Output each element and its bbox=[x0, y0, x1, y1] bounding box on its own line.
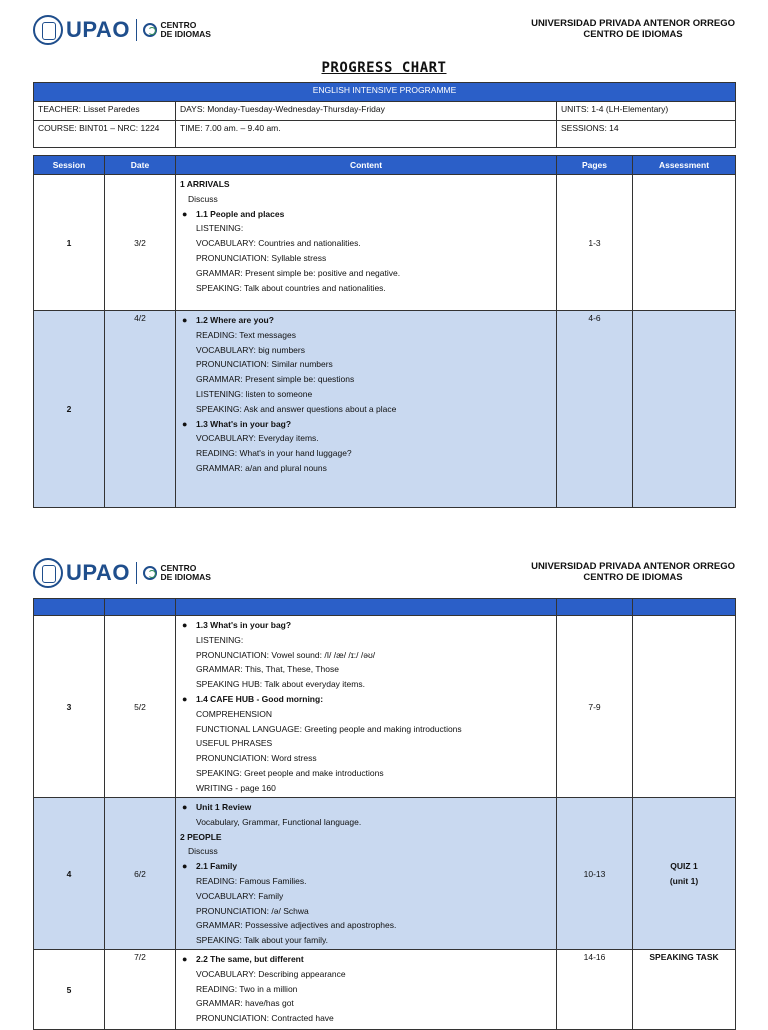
session-content bbox=[176, 311, 557, 508]
sessions-cell: SESSIONS: 14 bbox=[557, 121, 736, 148]
logo-divider bbox=[136, 562, 138, 584]
course-cell: COURSE: BINT01 – NRC: 1224 bbox=[34, 121, 176, 148]
content-line: PRONUNCIATION: /ə/ Schwa bbox=[196, 905, 309, 916]
progress-table-page-2 bbox=[33, 598, 736, 1030]
session-content bbox=[176, 175, 557, 311]
col-date-blank bbox=[105, 599, 176, 616]
content-line: USEFUL PHRASES bbox=[196, 738, 273, 749]
upao-logo bbox=[33, 555, 211, 591]
logo-sub-line-1: CENTRO bbox=[160, 563, 197, 573]
university-name: UNIVERSIDAD PRIVADA ANTENOR ORREGO bbox=[531, 561, 735, 572]
content-section-heading: ● 1.3 What's in your bag? bbox=[180, 417, 552, 432]
content-section-heading: ● 1.1 People and places bbox=[180, 207, 552, 222]
content-line: READING: Two in a million bbox=[196, 983, 298, 994]
content-line: PRONUNCIATION: Syllable stress bbox=[196, 252, 327, 263]
content-line: VOCABULARY: Describing appearance bbox=[196, 968, 346, 979]
assessment-unit: (unit 1) bbox=[669, 875, 699, 886]
content-line: WRITING - page 160 bbox=[196, 782, 276, 793]
session-assessment bbox=[633, 175, 736, 311]
content-line: SPEAKING: Greet people and make introductions bbox=[196, 767, 384, 778]
center-name: CENTRO DE IDIOMAS bbox=[583, 29, 683, 40]
content-line: GRAMMAR: This, That, These, Those bbox=[196, 664, 339, 675]
session-pages: 7-9 bbox=[557, 616, 633, 798]
col-session-blank bbox=[34, 599, 105, 616]
session-row bbox=[34, 616, 736, 798]
assessment-quiz: QUIZ 1 bbox=[670, 860, 698, 871]
content-line: PRONUNCIATION: Vowel sound: /I/ /æ/ /ɪ:/ /əʊ/ bbox=[196, 649, 376, 660]
content-line: LISTENING: listen to someone bbox=[196, 388, 313, 399]
units-cell: UNITS: 1-4 (LH-Elementary) bbox=[557, 102, 736, 121]
content-line: PRONUNCIATION: Word stress bbox=[196, 753, 317, 764]
logo-subtitle bbox=[160, 21, 211, 39]
institution-name bbox=[531, 561, 735, 583]
logo-sub-line-2: DE IDIOMAS bbox=[160, 29, 211, 39]
session-number: 2 bbox=[34, 311, 105, 508]
days-cell: DAYS: Monday-Tuesday-Wednesday-Thursday-Friday bbox=[176, 102, 557, 121]
session-content bbox=[176, 950, 557, 1030]
col-pages: Pages bbox=[557, 156, 633, 175]
content-section-heading: ● 1.3 What's in your bag? bbox=[180, 618, 552, 633]
course-info-table bbox=[33, 82, 736, 148]
content-line: PRONUNCIATION: Similar numbers bbox=[196, 359, 333, 370]
content-line: READING: What's in your hand luggage? bbox=[196, 448, 352, 459]
content-line: Discuss bbox=[188, 193, 218, 204]
session-pages: 4-6 bbox=[557, 311, 633, 508]
content-line: Discuss bbox=[188, 846, 218, 857]
content-section-heading: ● 1.2 Where are you? bbox=[180, 313, 552, 328]
content-line: PRONUNCIATION: Contracted have bbox=[196, 1013, 334, 1024]
session-number: 3 bbox=[34, 616, 105, 798]
content-line: SPEAKING HUB: Talk about everyday items. bbox=[196, 679, 365, 690]
session-content bbox=[176, 798, 557, 950]
content-line: VOCABULARY: Everyday items. bbox=[196, 433, 319, 444]
university-seal-icon bbox=[33, 15, 63, 45]
content-line: READING: Famous Families. bbox=[196, 875, 307, 886]
col-content-blank bbox=[176, 599, 557, 616]
col-date: Date bbox=[105, 156, 176, 175]
programme-name: ENGLISH INTENSIVE PROGRAMME bbox=[34, 83, 736, 102]
session-number: 1 bbox=[34, 175, 105, 311]
session-assessment bbox=[633, 311, 736, 508]
content-line: SPEAKING: Talk about countries and nationalities. bbox=[196, 282, 386, 293]
content-unit-heading: 1 ARRIVALS bbox=[180, 179, 230, 189]
session-assessment bbox=[633, 616, 736, 798]
session-pages: 10-13 bbox=[557, 798, 633, 950]
content-line: Vocabulary, Grammar, Functional language. bbox=[196, 816, 362, 827]
session-date: 5/2 bbox=[105, 616, 176, 798]
language-center-icon bbox=[143, 23, 157, 37]
content-line: LISTENING: bbox=[196, 223, 244, 234]
col-session: Session bbox=[34, 156, 105, 175]
session-row bbox=[34, 950, 736, 1030]
col-content: Content bbox=[176, 156, 557, 175]
logo-divider bbox=[136, 19, 138, 41]
content-line: COMPREHENSION bbox=[196, 708, 273, 719]
progress-table-page-1 bbox=[33, 155, 736, 508]
institution-name bbox=[531, 18, 735, 40]
col-assessment: Assessment bbox=[633, 156, 736, 175]
session-date: 7/2 bbox=[105, 950, 176, 1030]
content-section-heading: ● 2.1 Family bbox=[180, 859, 552, 874]
session-date: 3/2 bbox=[105, 175, 176, 311]
session-row bbox=[34, 311, 736, 508]
col-assessment-blank bbox=[633, 599, 736, 616]
page-header-2 bbox=[0, 555, 768, 595]
content-section-heading: ● Unit 1 Review bbox=[180, 800, 552, 815]
university-seal-icon bbox=[33, 558, 63, 588]
content-unit-heading: 2 PEOPLE bbox=[180, 831, 222, 842]
session-row bbox=[34, 798, 736, 950]
session-date: 4/2 bbox=[105, 311, 176, 508]
session-pages: 14-16 bbox=[557, 950, 633, 1030]
session-pages: 1-3 bbox=[557, 175, 633, 311]
content-line: SPEAKING: Talk about your family. bbox=[196, 935, 328, 946]
content-line: FUNCTIONAL LANGUAGE: Greeting people and making introductions bbox=[196, 723, 462, 734]
session-assessment: SPEAKING TASK bbox=[633, 950, 736, 1030]
session-assessment bbox=[633, 798, 736, 950]
table-header-row bbox=[34, 156, 736, 175]
center-name: CENTRO DE IDIOMAS bbox=[583, 572, 683, 583]
logo-text: UPAO bbox=[66, 17, 130, 42]
content-line: GRAMMAR: Possessive adjectives and apostrophes. bbox=[196, 920, 397, 931]
content-section-heading: ● 1.4 CAFE HUB - Good morning: bbox=[180, 692, 552, 707]
university-name: UNIVERSIDAD PRIVADA ANTENOR ORREGO bbox=[531, 18, 735, 29]
teacher-cell: TEACHER: Lisset Paredes bbox=[34, 102, 176, 121]
content-line: GRAMMAR: Present simple be: positive and negative. bbox=[196, 267, 401, 278]
page-header bbox=[0, 12, 768, 52]
logo-text: UPAO bbox=[66, 560, 130, 585]
content-line: GRAMMAR: have/has got bbox=[196, 998, 294, 1009]
logo-subtitle bbox=[160, 564, 211, 582]
content-line: GRAMMAR: Present simple be: questions bbox=[196, 374, 355, 385]
logo-sub-line-2: DE IDIOMAS bbox=[160, 572, 211, 582]
language-center-icon bbox=[143, 566, 157, 580]
session-date: 6/2 bbox=[105, 798, 176, 950]
content-line: VOCABULARY: Countries and nationalities. bbox=[196, 238, 361, 249]
page-title: PROGRESS CHART bbox=[321, 60, 447, 76]
session-content bbox=[176, 616, 557, 798]
content-line: VOCABULARY: Family bbox=[196, 890, 284, 901]
content-line: GRAMMAR: a/an and plural nouns bbox=[196, 462, 327, 473]
content-line: SPEAKING: Ask and answer questions about a place bbox=[196, 403, 397, 414]
content-line: VOCABULARY: big numbers bbox=[196, 344, 305, 355]
col-pages-blank bbox=[557, 599, 633, 616]
table-header-row-blank bbox=[34, 599, 736, 616]
content-line: READING: Text messages bbox=[196, 329, 296, 340]
time-cell: TIME: 7.00 am. – 9.40 am. bbox=[176, 121, 557, 148]
content-section-heading: ● 2.2 The same, but different bbox=[180, 952, 552, 967]
upao-logo bbox=[33, 12, 211, 48]
logo-sub-line-1: CENTRO bbox=[160, 20, 197, 30]
session-row bbox=[34, 175, 736, 311]
content-line: LISTENING: bbox=[196, 634, 244, 645]
session-number: 5 bbox=[34, 950, 105, 1030]
session-number: 4 bbox=[34, 798, 105, 950]
